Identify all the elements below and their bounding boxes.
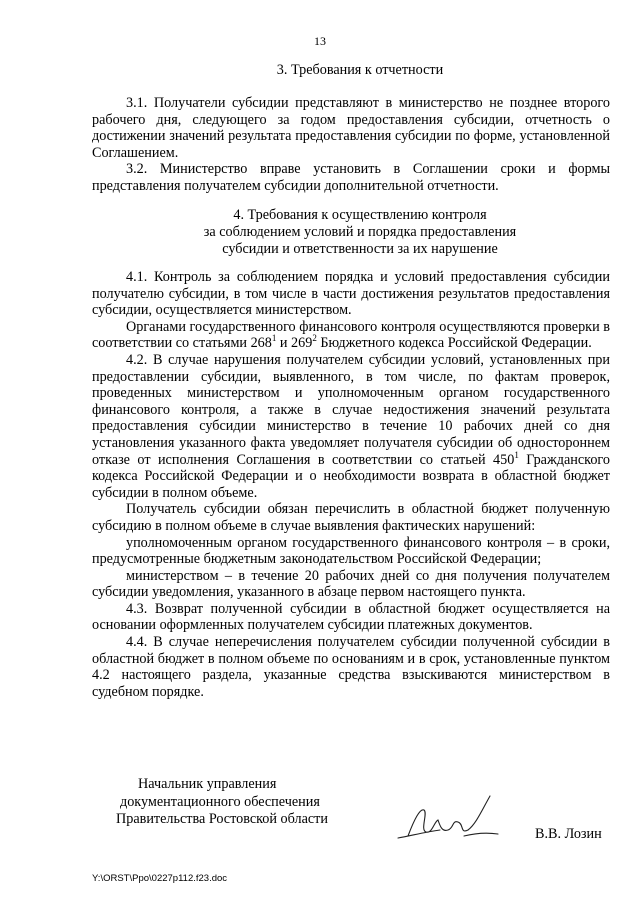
paragraph-ministry-term: министерством – в течение 20 рабочих дней со дня получения получателем субсидии уведомления, указанного в абзаце первом настоящего пункта.	[92, 567, 610, 601]
paragraph-control-bodies-text-c: Бюджетного кодекса Российской Федерации.	[316, 335, 592, 352]
section-4-body	[92, 269, 610, 700]
signatory-title-line-3: Правительства Ростовской области	[116, 811, 328, 827]
paragraph-4-4: 4.4. В случае неперечисления получателем субсидии полученной субсидии в областной бюджет в полном объеме по основаниям и в срок, установленные пунктом 4.2 настоящего раздела, указанные средства взыскиваются министерством в судебном порядке.	[92, 634, 610, 700]
paragraph-control-bodies-text-b: и 269	[276, 335, 313, 352]
handwritten-signature	[380, 780, 520, 850]
signatory-title-line-2: документационного обеспечения	[120, 793, 320, 810]
footnote-mark-269: 2	[312, 333, 317, 344]
paragraph-4-2	[92, 352, 610, 501]
paragraph-control-bodies	[92, 319, 610, 352]
signatory-title	[116, 776, 328, 829]
section-4-title-line-1: 4. Требования к осуществлению контроля	[233, 207, 487, 223]
section-3-body	[92, 95, 610, 195]
paragraph-4-2-text-a: 4.2. В случае нарушения получателем субсидии условий, установленных при предоставлении субсидии, выявленного, в том числе, по фактам проверок, проведенных министерством и уполномоченным органом государственного финансового контроля, а также в случае недостижения значений результата предоставления субсидии министерство в течение 10 рабочих дней со дня установления указанного факта уведомляет получателя субсидии об одностороннем отказе от исполнения Соглашения в соответствии со статьей 450	[92, 351, 610, 468]
footnote-mark-268: 1	[271, 333, 277, 344]
section-4-title-line-2: за соблюдением условий и порядка предоставления	[203, 224, 517, 240]
file-path-footer: Y:\ORST\Ppo\0227p112.f23.doc	[92, 873, 228, 884]
signatory-title-line-1: Начальник управления	[138, 776, 277, 792]
paragraph-4-3: 4.3. Возврат полученной субсидии в областной бюджет осуществляется на основании оформленных получателем субсидии платежных документов.	[92, 600, 610, 634]
section-4-title-line-3: субсидии и ответственности за их нарушение	[222, 241, 498, 257]
paragraph-recipient-obligation: Получатель субсидии обязан перечислить в областной бюджет полученную субсидию в полном объеме в случае выявления фактических нарушений:	[92, 501, 610, 534]
paragraph-financial-control-term: уполномоченным органом государственного финансового контроля – в сроки, предусмотренные бюджетным законодательством Российской Федерации;	[92, 534, 610, 568]
paragraph-3-2: 3.2. Министерство вправе установить в Соглашении сроки и формы представления получателем субсидии дополнительной отчетности.	[92, 161, 610, 194]
footnote-mark-450: 1	[514, 449, 519, 460]
paragraph-control-bodies-text-a: Органами государственного финансового контроля осуществляются проверки в соответствии со статьями 268	[92, 318, 610, 352]
paragraph-3-1: 3.1. Получатели субсидии представляют в министерство не позднее второго рабочего дня, следующего за годом предоставления субсидии, отчетность о достижении значений результата предоставления субсидии по форме, установленной Соглашением.	[92, 95, 610, 161]
paragraph-4-2-text-b: Гражданского кодекса Российской Федерации и о необходимости возврата в областной бюджет субсидии в полном объеме.	[92, 451, 610, 501]
paragraph-4-1: 4.1. Контроль за соблюдением порядка и условий предоставления субсидии получателю субсидии, в том числе в части достижения результатов предоставления субсидии, осуществляется министерством.	[92, 269, 610, 319]
section-3-title: 3. Требования к отчетности	[276, 62, 444, 78]
page-number: 13	[314, 34, 326, 48]
section-4-title	[0, 207, 640, 258]
signatory-name: В.В. Лозин	[535, 826, 602, 842]
